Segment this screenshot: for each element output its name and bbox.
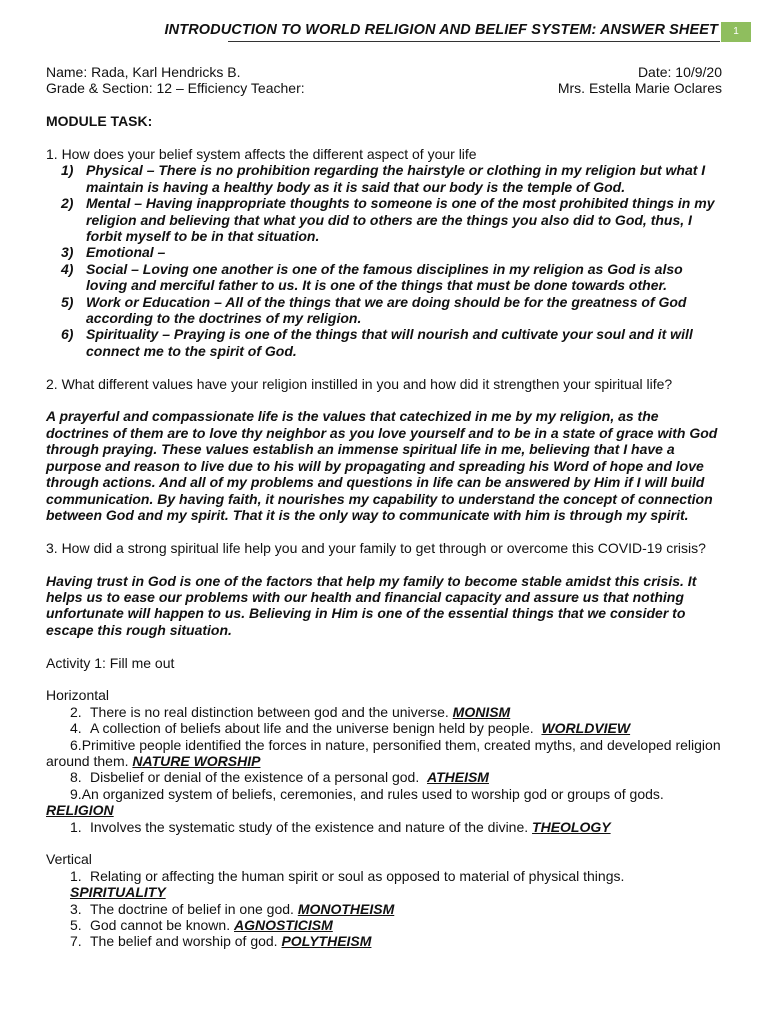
q1-item: 5) Work or Education – All of the things that we are doing should be for the greatness of God according to the doctrines of my religion. bbox=[61, 293, 687, 327]
student-name: Name: Rada, Karl Hendricks B. bbox=[46, 64, 241, 80]
clue-answer: WORLDVIEW bbox=[541, 720, 631, 737]
teacher-name: Mrs. Estella Marie Oclares bbox=[557, 80, 722, 97]
header-rule bbox=[228, 41, 720, 42]
clue-answer: ATHEISM bbox=[427, 769, 489, 786]
page-header bbox=[0, 22, 768, 44]
clue-answer: RELIGION bbox=[46, 802, 114, 819]
date: Date: 10/9/20 bbox=[637, 64, 722, 80]
answer-2: A prayerful and compassionate life is the values that catechized in me by my religion, as the doctrines of them are to love thy neighbor as you love yourself and to be in a state of grace with God through praying. These values establish an immense spiritual life in me, believing that I have a purpose and reason to live due to his will by propagating and spreading his Word of hope and love through actions. And all of my problems and questions in life can be answered by Him if I will build communication. By having faith, it nourishes my capability to understand the concept of connection between God and my spirit. That it is the only way to communicate with him is through my spirit. bbox=[46, 408, 718, 523]
question-1: 1. How does your belief system affects the different aspect of your life bbox=[46, 146, 477, 162]
info-row-1 bbox=[46, 64, 722, 80]
clue-answer: MONISM bbox=[452, 703, 511, 720]
answer-3: Having trust in God is one of the factors that help my family to become stable amidst this crisis. It helps us to ease our problems with our health and financial capacity and assure us that nothing unfortunate will happen to us. Believing in Him is one of the essential things that we consider to escape this rough situation. bbox=[46, 572, 697, 638]
q1-item: 1) Physical – There is no prohibition regarding the hairstyle or clothing in my religion but what I maintain is having a healthy body as it is said that our body is the temple of God. bbox=[61, 162, 706, 195]
question-2: 2. What different values have your religion instilled in you and how did it strengthen your spiritual life? bbox=[46, 375, 673, 392]
q1-item: 3) Emotional – bbox=[61, 244, 166, 261]
question-3: 3. How did a strong spiritual life help you and your family to get through or overcome this COVID-19 crisis? bbox=[46, 539, 706, 556]
horizontal-label: Horizontal bbox=[46, 687, 110, 704]
horizontal-clue: 4. A collection of beliefs about life and the universe benign held by people. WORLDVIEW bbox=[70, 720, 631, 737]
clue-answer: MONOTHEISM bbox=[297, 900, 395, 917]
clue-answer: THEOLOGY bbox=[532, 818, 611, 835]
horizontal-clue: 8. Disbelief or denial of the existence of a personal god. ATHEISM bbox=[70, 769, 489, 786]
clue-answer: POLYTHEISM bbox=[281, 933, 372, 950]
clue-answer: NATURE WORSHIP bbox=[132, 752, 261, 769]
horizontal-clue: 1. Involves the systematic study of the existence and nature of the divine. THEOLOGY bbox=[70, 818, 611, 835]
clue-answer: SPIRITUALITY bbox=[70, 884, 166, 901]
horizontal-clue: 9.An organized system of beliefs, ceremonies, and rules used to worship god or groups of gods. RELIGION bbox=[46, 785, 664, 819]
q1-answer-list bbox=[46, 162, 722, 359]
q1-item: 2) Mental – Having inappropriate thoughts to someone is one of the most prohibited things in my religion and believing that what you did to others are the things you also did to God, thus, I forbit myself to be in that situation. bbox=[61, 195, 715, 245]
clue-answer: AGNOSTICISM bbox=[234, 916, 333, 933]
vertical-clue: 7. The belief and worship of god. POLYTHEISM bbox=[70, 933, 372, 950]
document-title: INTRODUCTION TO WORLD RELIGION AND BELIEF SYSTEM: ANSWER SHEET bbox=[164, 22, 718, 38]
activity-title: Activity 1: Fill me out bbox=[46, 654, 175, 671]
module-task-heading: MODULE TASK: bbox=[46, 113, 153, 130]
vertical-clue: 1. Relating or affecting the human spirit or soul as opposed to material of physical things. SPIRITUALITY bbox=[70, 867, 625, 901]
q1-item: 4) Social – Loving one another is one of the famous disciplines in my religion as God is also loving and merciful father to us. It is one of the things that must be done towards other. bbox=[61, 260, 683, 294]
vertical-label: Vertical bbox=[46, 851, 92, 868]
horizontal-clue: 6.Primitive people identified the forces in nature, personified them, created myths, and developed religion around them. NATURE WORSHIP bbox=[46, 736, 721, 769]
grade-section: Grade & Section: 12 – Efficiency Teacher: bbox=[46, 80, 305, 97]
vertical-clue: 3. The doctrine of belief in one god. MONOTHEISM bbox=[70, 900, 395, 917]
info-row-2 bbox=[46, 80, 722, 96]
horizontal-clue: 2. There is no real distinction between god and the universe. MONISM bbox=[70, 703, 511, 720]
q1-item: 6) Spirituality – Praying is one of the things that will nourish and cultivate your soul and it will connect me to the spirit of God. bbox=[61, 326, 693, 359]
document-body bbox=[46, 64, 722, 950]
page-number-badge: 1 bbox=[721, 22, 751, 42]
vertical-clue: 5. God cannot be known. AGNOSTICISM bbox=[70, 916, 333, 933]
